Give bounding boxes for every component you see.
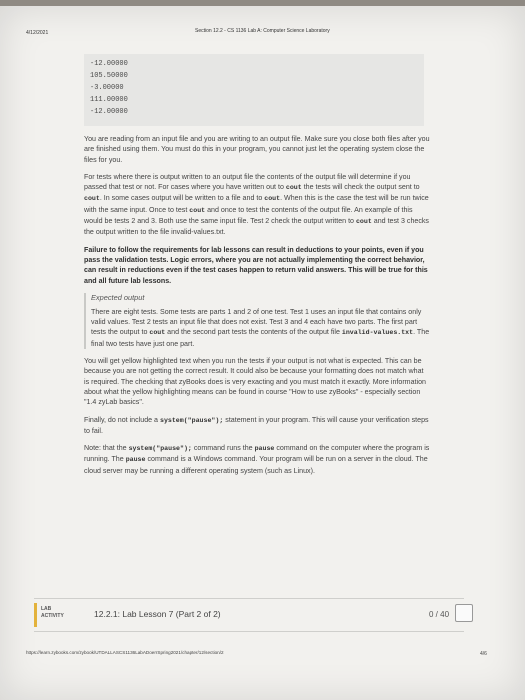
print-header: [0, 26, 525, 40]
code-block: [84, 54, 424, 126]
lab-activity-tag: LAB ACTIVITY: [41, 606, 64, 619]
print-url: https://learn.zybooks.com/zybook/UTDALLASCS1136LabADoerrSpring2021/chapter/12/section/2: [26, 650, 224, 655]
paragraph-tests-output: For tests where there is output written to an output file the contents of the output file will determine if you passed that test or not. For cases where you have written out to cout the tests will check the output sent to cout. In some cases output will be written to a file and to cout. When this is the case the test will be run twice with the same input. Once to test cout and once to test the contents of the output file. An example of this would be tests 2 and 3. Both use the same input file. Test 2 check the output written to cout and test 3 checks the output written to the file invalid-values.txt.: [84, 172, 429, 237]
lab-activity-bar[interactable]: [34, 598, 464, 632]
completion-checkbox: [455, 604, 473, 622]
document-page: [0, 6, 525, 700]
paragraph-no-pause: Finally, do not include a system("pause"); statement in your program. This will cause your verification steps to fail.: [84, 415, 429, 435]
paragraph-close-files: You are reading from an input file and you are writing to an output file. Make sure you close both files after you are finished using them. You must do this in your program, you cannot just let the operating system close the files for you.: [84, 135, 430, 164]
expected-output-section: [84, 293, 430, 349]
paragraph-yellow-highlight: You will get yellow highlighted text when you run the tests if your output is not what is expected. This can be because you are not getting the correct result. It could also be because your formatting does not match what is required. The checking that zyBooks does is very exacting and you must match it exactly. More information about what the yellow highlighting means can be found in course "How to use zyBooks" - especially section "1.4 zyLab basics".: [84, 357, 426, 407]
page-number: 4/6: [480, 651, 487, 657]
code-line: -12.00000: [90, 108, 128, 116]
lab-accent-stripe: [34, 603, 37, 627]
code-line: -3.00000: [90, 84, 124, 92]
code-line: -12.00000: [90, 60, 128, 68]
expected-output-heading: Expected output: [91, 292, 145, 302]
lab-score: 0 / 40: [429, 610, 450, 619]
print-date: 4/12/2021: [26, 30, 49, 36]
lesson-content: [84, 134, 430, 483]
paragraph-eight-tests: There are eight tests. Some tests are parts 1 and 2 of one test. Test 1 uses an input file that contains only valid values. Test 2 tests an input file that does not exist. Test 3 and 4 each have two parts. The first part tests the output to cout and the second part tests the contents of the output file invalid-values.txt. The final two tests have just one part.: [91, 307, 430, 348]
code-line: 105.50000: [90, 72, 128, 80]
lab-activity-title[interactable]: 12.2.1: Lab Lesson 7 (Part 2 of 2): [94, 609, 221, 619]
paragraph-requirements-warning: Failure to follow the requirements for lab lessons can result in deductions to your points, even if you pass the validation tests. Logic errors, where you are not actually implementing the correct behavior, can result in reductions even if the test cases happen to return valid answers. This will be true for this and all future lab lessons.: [84, 245, 428, 285]
code-line: 111.00000: [90, 96, 128, 104]
paragraph-pause-note: Note: that the system("pause"); command runs the pause command on the computer where the program is running. The pause command is a Windows command. Your program will be run on a server in the cloud. The cloud server may be running a different operating system (such as Linux).: [84, 444, 430, 475]
print-title: Section 12.2 - CS 1136 Lab A: Computer Science Laboratory: [195, 28, 330, 34]
